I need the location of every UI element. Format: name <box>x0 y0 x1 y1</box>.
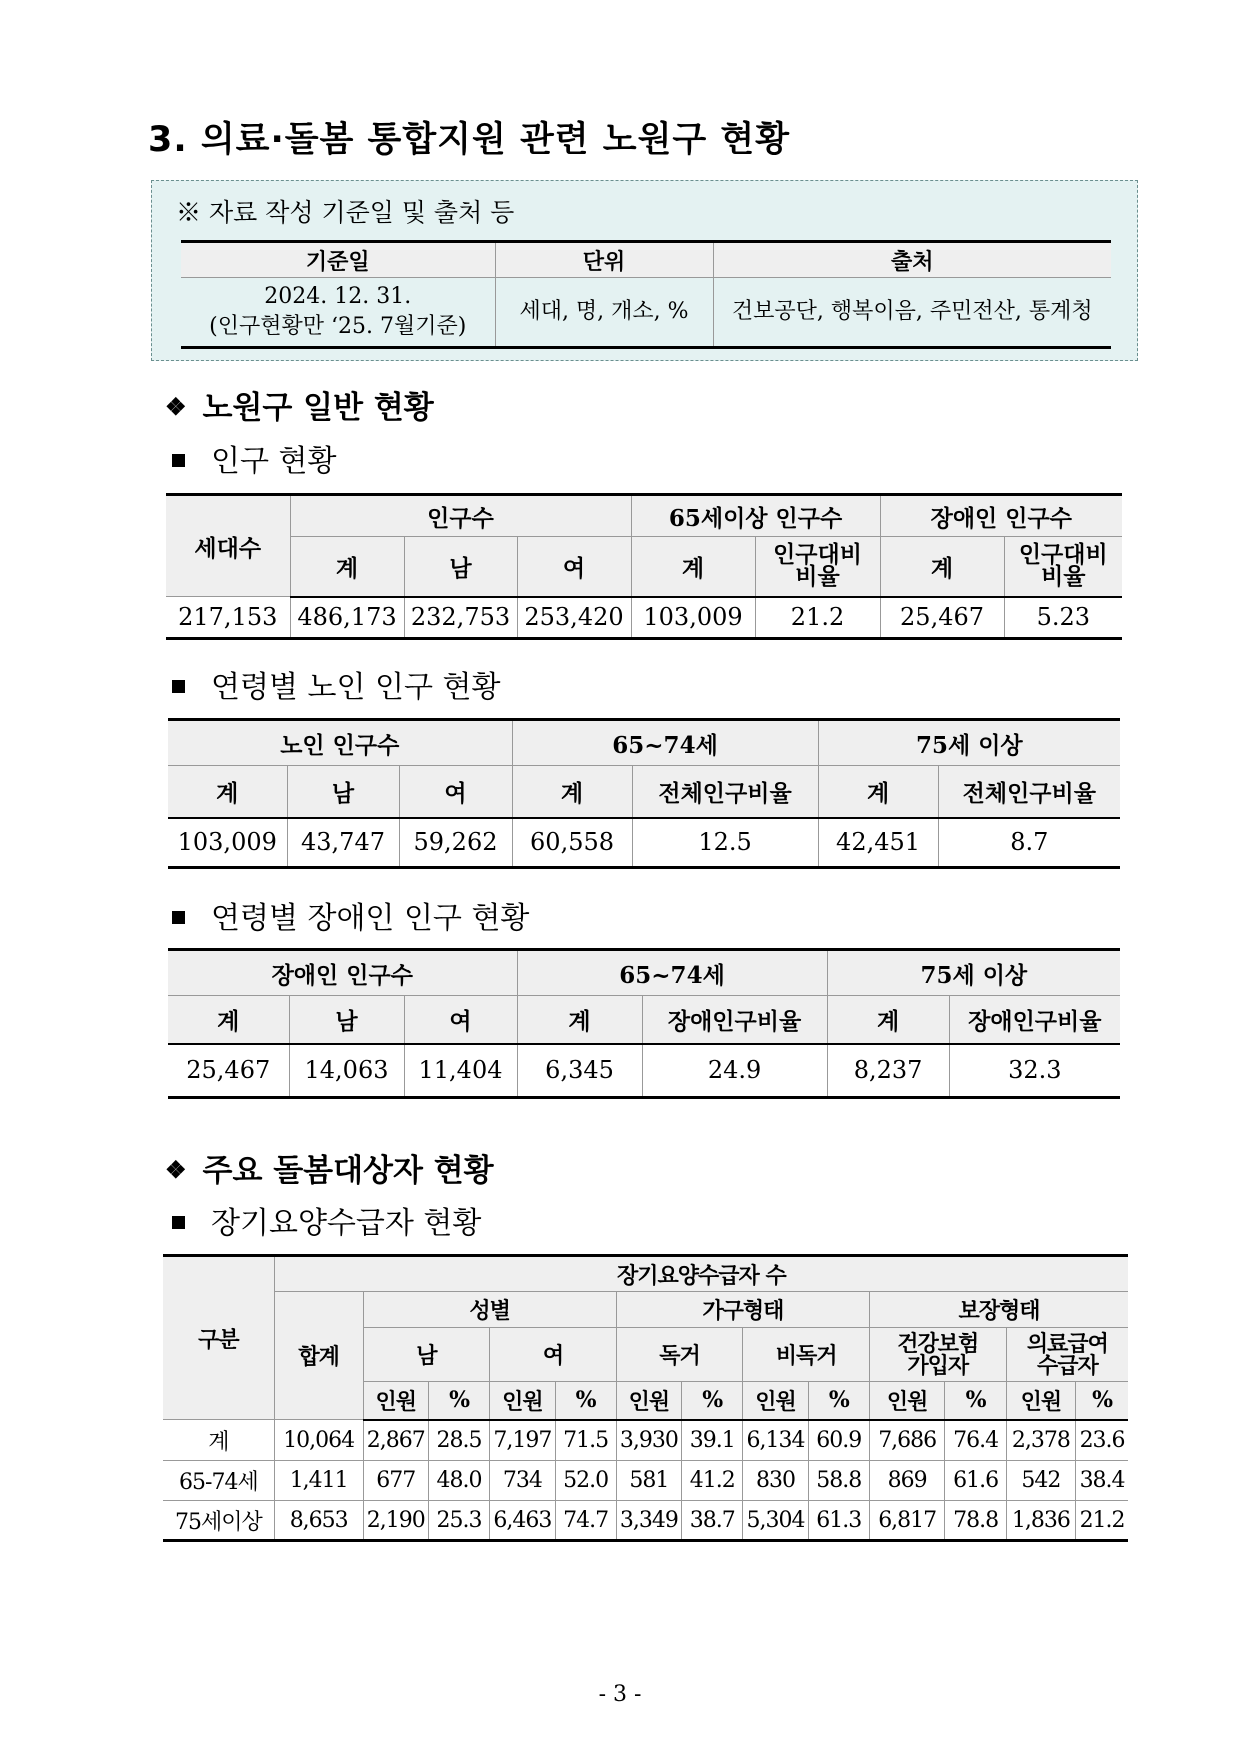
row-label: 계 <box>163 1420 274 1461</box>
header-total: 계 <box>290 537 404 597</box>
header-medical-line1: 의료급여 <box>1026 1330 1108 1357</box>
value-households: 217,153 <box>166 597 290 639</box>
header-coverage: 보장형태 <box>869 1292 1128 1328</box>
value-cell: 28.5 <box>428 1420 489 1461</box>
subheading-text: 연령별 노인 인구 현황 <box>211 670 501 705</box>
subheading-text: 장기요양수급자 현황 <box>211 1206 482 1241</box>
header-total: 계 <box>631 537 755 597</box>
header-male: 남 <box>287 766 399 818</box>
header-persons: 인원 <box>869 1382 945 1420</box>
value-cell: 41.2 <box>682 1461 743 1501</box>
row-label: 65-74세 <box>163 1461 274 1501</box>
document-title: 3. 의료·돌봄 통합지원 관련 노원구 현황 <box>148 120 791 160</box>
header-health-line2: 가입자 <box>907 1352 969 1379</box>
value-cell: 7,686 <box>869 1420 945 1461</box>
subheading-population <box>172 436 336 480</box>
value-cell: 14,063 <box>289 1044 404 1098</box>
ltc-table <box>163 1254 1128 1542</box>
value-cell: 39.1 <box>682 1420 743 1461</box>
value-cell: 25.3 <box>428 1501 489 1541</box>
square-bullet-icon <box>172 1216 185 1229</box>
header-percent: % <box>428 1382 489 1420</box>
info-date-cell <box>181 278 495 348</box>
value-cell: 60,558 <box>512 818 632 868</box>
value-pop-female: 253,420 <box>517 597 631 639</box>
header-ratio-line2: 비율 <box>1041 563 1086 591</box>
disabled-table <box>168 948 1120 1099</box>
value-cell: 10,064 <box>274 1420 363 1461</box>
header-female: 여 <box>399 766 512 818</box>
header-category: 구분 <box>163 1256 274 1420</box>
value-cell: 59,262 <box>399 818 512 868</box>
table-row <box>163 1501 1128 1541</box>
value-cell: 74.7 <box>555 1501 616 1541</box>
value-cell: 61.3 <box>808 1501 869 1541</box>
info-header-source: 출처 <box>713 242 1111 278</box>
value-cell: 8,653 <box>274 1501 363 1541</box>
info-unit: 세대, 명, 개소, % <box>495 278 713 348</box>
value-cell: 1,411 <box>274 1461 363 1501</box>
value-cell: 25,467 <box>168 1044 289 1098</box>
elderly-table <box>168 718 1120 869</box>
header-household: 가구형태 <box>616 1292 869 1328</box>
header-ratio-line1: 인구대비 <box>1018 541 1108 569</box>
value-cell: 32.3 <box>949 1044 1120 1098</box>
header-female: 여 <box>517 537 631 597</box>
header-65-74: 65~74세 <box>512 720 818 766</box>
header-75-plus: 75세 이상 <box>818 720 1120 766</box>
value-cell: 61.6 <box>945 1461 1006 1501</box>
table-row <box>163 1461 1128 1501</box>
value-cell: 38.7 <box>682 1501 743 1541</box>
subheading-text: 인구 현황 <box>211 444 337 479</box>
value-cell: 43,747 <box>287 818 399 868</box>
value-disabled-ratio: 5.23 <box>1004 597 1122 639</box>
square-bullet-icon <box>172 454 185 467</box>
subheading-disabled <box>172 893 529 937</box>
value-cell: 21.2 <box>1076 1501 1128 1541</box>
value-cell: 60.9 <box>808 1420 869 1461</box>
value-cell: 2,378 <box>1006 1420 1075 1461</box>
header-percent: % <box>945 1382 1006 1420</box>
header-persons: 인원 <box>363 1382 428 1420</box>
section-title: 주요 돌봄대상자 현황 <box>202 1153 494 1189</box>
header-disabled: 장애인 인구수 <box>880 495 1122 537</box>
info-header-unit: 단위 <box>495 242 713 278</box>
section-heading-care <box>165 1145 494 1190</box>
value-cell: 12.5 <box>632 818 818 868</box>
value-cell: 23.6 <box>1076 1420 1128 1461</box>
header-ratio <box>755 537 880 597</box>
value-cell: 8.7 <box>938 818 1120 868</box>
value-cell: 869 <box>869 1461 945 1501</box>
subheading-text: 연령별 장애인 인구 현황 <box>211 901 530 936</box>
header-gender: 성별 <box>363 1292 616 1328</box>
value-cell: 7,197 <box>490 1420 555 1461</box>
header-75-plus: 75세 이상 <box>827 950 1120 996</box>
info-table <box>181 240 1111 349</box>
header-total: 계 <box>818 766 938 818</box>
value-elderly-total: 103,009 <box>631 597 755 639</box>
subheading-ltc <box>172 1198 481 1242</box>
header-medical-aid <box>1006 1328 1128 1382</box>
header-disabled-pop: 장애인 인구수 <box>168 950 517 996</box>
header-male: 남 <box>404 537 517 597</box>
value-cell: 677 <box>363 1461 428 1501</box>
row-label: 75세이상 <box>163 1501 274 1541</box>
value-cell: 6,134 <box>743 1420 808 1461</box>
header-percent: % <box>808 1382 869 1420</box>
header-ratio: 전체인구비율 <box>938 766 1120 818</box>
header-female: 여 <box>404 996 517 1044</box>
population-table <box>166 493 1122 640</box>
info-date-line1: 2024. 12. 31. <box>264 284 412 309</box>
section-heading-general <box>165 382 434 427</box>
header-65-74: 65~74세 <box>517 950 827 996</box>
value-cell: 830 <box>743 1461 808 1501</box>
header-health-insurance <box>869 1328 1006 1382</box>
info-note: ※ 자료 작성 기준일 및 출처 등 <box>176 198 515 227</box>
square-bullet-icon <box>172 911 185 924</box>
header-percent: % <box>555 1382 616 1420</box>
value-cell: 5,304 <box>743 1501 808 1541</box>
header-elderly: 65세이상 인구수 <box>631 495 880 537</box>
header-households: 세대수 <box>166 495 290 597</box>
header-female: 여 <box>490 1328 617 1382</box>
page-number: - 3 - <box>598 1682 642 1707</box>
value-cell: 542 <box>1006 1461 1075 1501</box>
value-cell: 38.4 <box>1076 1461 1128 1501</box>
value-cell: 11,404 <box>404 1044 517 1098</box>
header-ratio: 장애인구비율 <box>949 996 1120 1044</box>
value-cell: 42,451 <box>818 818 938 868</box>
header-ratio <box>1004 537 1122 597</box>
subheading-elderly <box>172 662 500 706</box>
header-percent: % <box>682 1382 743 1420</box>
header-population: 인구수 <box>290 495 631 537</box>
info-header-date: 기준일 <box>181 242 495 278</box>
value-elderly-ratio: 21.2 <box>755 597 880 639</box>
table-row <box>163 1420 1128 1461</box>
value-cell: 6,345 <box>517 1044 642 1098</box>
square-bullet-icon <box>172 680 185 693</box>
info-source: 건보공단, 행복이음, 주민전산, 통계청 <box>713 278 1111 348</box>
header-not-alone: 비독거 <box>743 1328 870 1382</box>
value-pop-total: 486,173 <box>290 597 404 639</box>
header-total: 계 <box>827 996 949 1044</box>
header-male: 남 <box>363 1328 490 1382</box>
header-total: 계 <box>168 766 287 818</box>
value-cell: 78.8 <box>945 1501 1006 1541</box>
header-total: 계 <box>512 766 632 818</box>
header-alone: 독거 <box>616 1328 743 1382</box>
header-male: 남 <box>289 996 404 1044</box>
value-cell: 581 <box>616 1461 681 1501</box>
section-title: 노원구 일반 현황 <box>202 390 434 426</box>
header-medical-line2: 수급자 <box>1036 1352 1098 1379</box>
value-cell: 2,867 <box>363 1420 428 1461</box>
header-health-line1: 건강보험 <box>897 1330 979 1357</box>
value-cell: 6,463 <box>490 1501 555 1541</box>
value-disabled-total: 25,467 <box>880 597 1004 639</box>
header-ltc-main: 장기요양수급자 수 <box>274 1256 1128 1292</box>
value-cell: 6,817 <box>869 1501 945 1541</box>
value-cell: 2,190 <box>363 1501 428 1541</box>
value-cell: 71.5 <box>555 1420 616 1461</box>
value-cell: 103,009 <box>168 818 287 868</box>
info-date-line2: (인구현황만 ‘25. 7월기준) <box>209 314 467 339</box>
value-cell: 8,237 <box>827 1044 949 1098</box>
header-total: 계 <box>880 537 1004 597</box>
header-ratio-line2: 비율 <box>795 563 840 591</box>
header-persons: 인원 <box>743 1382 808 1420</box>
header-ratio: 전체인구비율 <box>632 766 818 818</box>
header-ratio: 장애인구비율 <box>642 996 827 1044</box>
header-percent: % <box>1076 1382 1128 1420</box>
value-cell: 734 <box>490 1461 555 1501</box>
diamond-bullet-icon: ❖ <box>165 1155 187 1184</box>
header-total: 계 <box>168 996 289 1044</box>
header-sum: 합계 <box>274 1292 363 1420</box>
header-elderly-pop: 노인 인구수 <box>168 720 512 766</box>
header-ratio-line1: 인구대비 <box>773 541 862 569</box>
value-cell: 58.8 <box>808 1461 869 1501</box>
value-cell: 1,836 <box>1006 1501 1075 1541</box>
value-cell: 48.0 <box>428 1461 489 1501</box>
header-persons: 인원 <box>490 1382 555 1420</box>
value-cell: 76.4 <box>945 1420 1006 1461</box>
value-cell: 52.0 <box>555 1461 616 1501</box>
header-total: 계 <box>517 996 642 1044</box>
header-persons: 인원 <box>1006 1382 1075 1420</box>
diamond-bullet-icon: ❖ <box>165 392 187 421</box>
value-cell: 3,349 <box>616 1501 681 1541</box>
value-cell: 24.9 <box>642 1044 827 1098</box>
value-pop-male: 232,753 <box>404 597 517 639</box>
value-cell: 3,930 <box>616 1420 681 1461</box>
header-persons: 인원 <box>616 1382 681 1420</box>
